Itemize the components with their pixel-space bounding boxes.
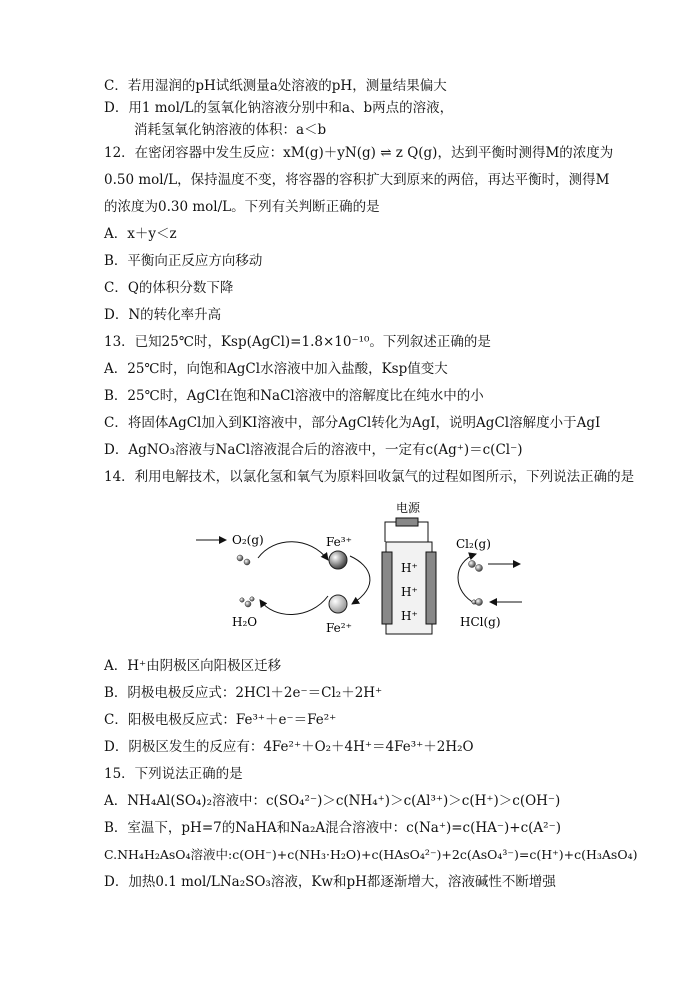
fe2-label: Fe²⁺ [326, 621, 352, 635]
q12-stem-line3: 的浓度为0.30 mol/L。下列有关判断正确的是 [104, 199, 380, 215]
q12-option-c: C．Q的体积分数下降 [104, 280, 234, 296]
o2-molecule-icon [237, 555, 243, 561]
q15-option-c: C.NH₄H₂AsO₄溶液中:c(OH⁻)+c(NH₃·H₂O)+c(HAsO₄²⁻)+2c(AsO₄³⁻)=c(H⁺)+c(H₃AsO₄) [104, 847, 638, 862]
left-electrode [382, 552, 392, 624]
fe3-label: Fe³⁺ [326, 535, 352, 549]
q15-option-a: A．NH₄Al(SO₄)₂溶液中：c(SO₄²⁻)＞c(NH₄⁺)＞c(Al³⁺)＞c(H⁺)＞c(OH⁻) [104, 793, 561, 809]
q14-option-d: D．阴极区发生的反应有：4Fe²⁺＋O₂＋4H⁺＝4Fe³⁺＋2H₂O [104, 739, 474, 755]
cl2-label: Cl₂(g) [456, 537, 491, 551]
q12-stem-line2: 0.50 mol/L，保持温度不变，将容器的容积扩大到原来的两倍，再达平衡时，测得M [104, 172, 610, 188]
cl2-molecule-icon [469, 561, 476, 568]
q14-option-a: A．H⁺由阴极区向阳极区迁移 [104, 658, 282, 674]
fe2-ion-icon [329, 595, 347, 613]
q12-option-b: B．平衡向正反应方向移动 [104, 253, 263, 269]
q14-option-c: C．阳极电极反应式：Fe³⁺＋e⁻＝Fe²⁺ [104, 712, 337, 728]
q11-option-c: C．若用湿润的pH试纸测量a处溶液的pH，测量结果偏大 [104, 78, 447, 94]
power-supply-icon [396, 518, 418, 526]
h-plus-label-2: H⁺ [401, 585, 418, 599]
q15-option-b: B．室温下，pH=7的NaHA和Na₂A混合溶液中：c(Na⁺)=c(HA⁻)+c(A²⁻) [104, 820, 561, 836]
right-electrode [426, 552, 436, 624]
q14-stem: 14．利用电解技术，以氯化氢和氧气为原料回收氯气的过程如图所示，下列说法正确的是 [104, 469, 635, 485]
electrolysis-diagram [190, 496, 530, 646]
q13-option-c: C．将固体AgCl加入到KI溶液中，部分AgCl转化为AgI，说明AgCl溶解度小于AgI [104, 415, 601, 431]
q15-stem: 15．下列说法正确的是 [104, 766, 243, 782]
q12-stem-line1: 12．在密闭容器中发生反应：xM(g)＋yN(g) ⇌ z Q(g)，达到平衡时测得M的浓度为 [104, 145, 614, 161]
q12-option-a: A．x＋y＜z [104, 226, 177, 242]
q15-option-d: D．加热0.1 mol/LNa₂SO₃溶液，Kw和pH都逐渐增大，溶液碱性不断增强 [104, 874, 556, 890]
power-supply-label: 电源 [396, 501, 421, 515]
o2-label: O₂(g) [232, 533, 264, 547]
h-plus-label-1: H⁺ [401, 561, 418, 575]
q11-option-d: D．用1 mol/L的氢氧化钠溶液分别中和a、b两点的溶液， [104, 100, 454, 116]
h2o-molecule-icon [240, 598, 244, 602]
q13-option-d: D．AgNO₃溶液与NaCl溶液混合后的溶液中，一定有c(Ag⁺)＝c(Cl⁻) [104, 442, 523, 458]
q13-stem: 13．已知25℃时，Ksp(AgCl)=1.8×10⁻¹⁰。下列叙述正确的是 [104, 334, 491, 350]
q11-option-d-continued: 消耗氢氧化钠溶液的体积：a＜b [134, 122, 327, 138]
q13-option-a: A．25℃时，向饱和AgCl水溶液中加入盐酸，Ksp值变大 [104, 361, 448, 377]
q12-option-d: D．N的转化率升高 [104, 307, 222, 323]
h2o-label: H₂O [232, 615, 258, 629]
q14-option-b: B．阴极电极反应式：2HCl＋2e⁻＝Cl₂＋2H⁺ [104, 685, 383, 701]
q13-option-b: B．25℃时，AgCl在饱和NaCl溶液中的溶解度比在纯水中的小 [104, 388, 484, 404]
h-plus-label-3: H⁺ [401, 609, 418, 623]
hcl-label: HCl(g) [460, 615, 501, 629]
fe3-ion-icon [329, 551, 347, 569]
